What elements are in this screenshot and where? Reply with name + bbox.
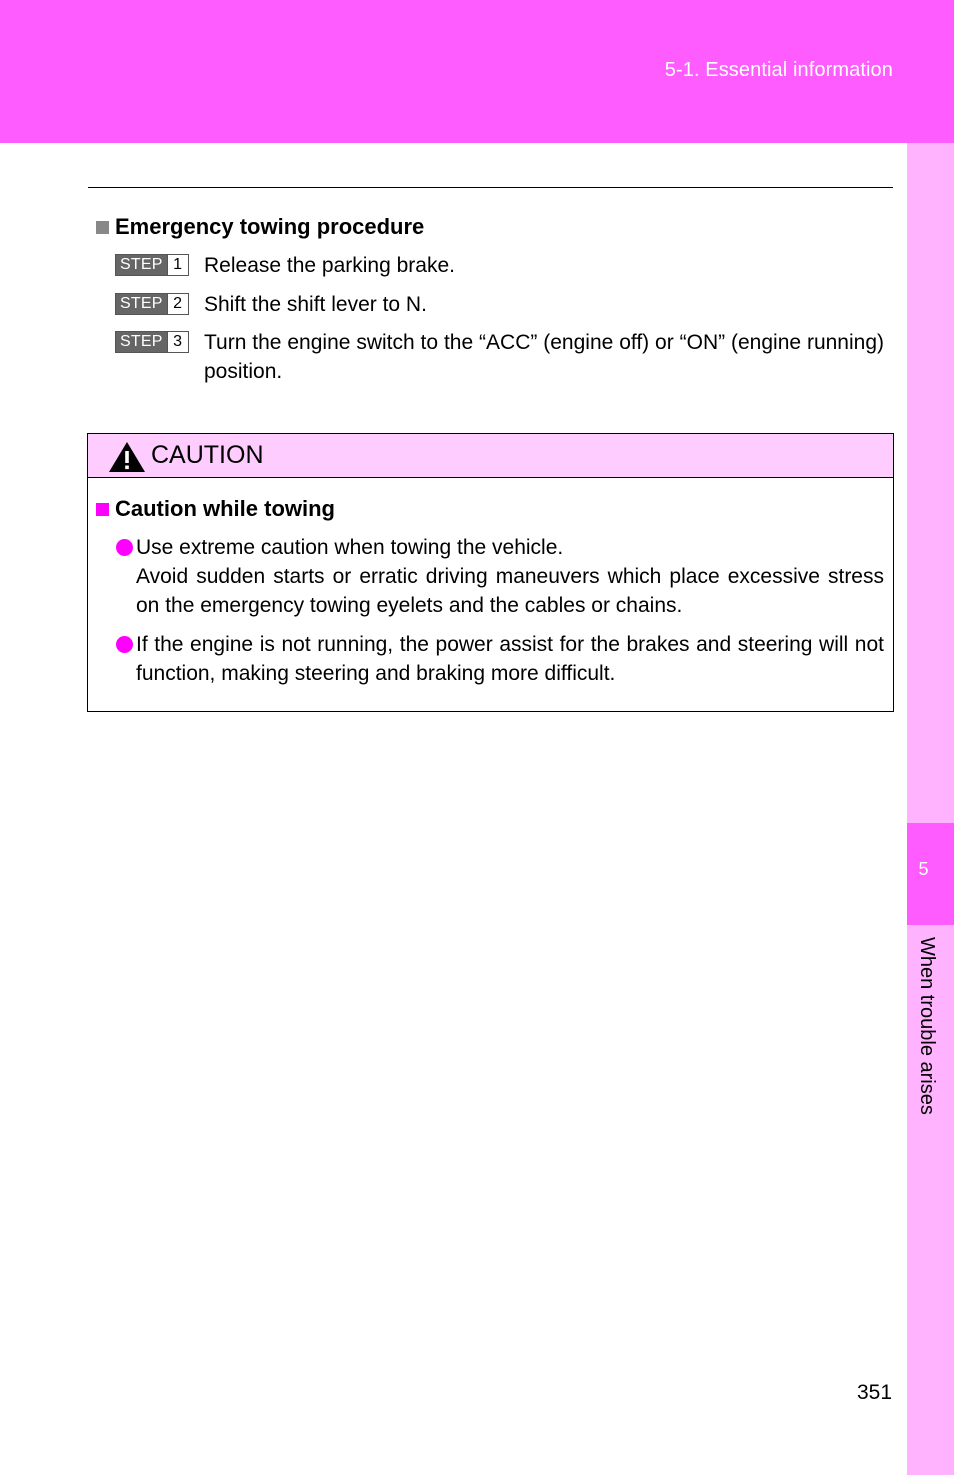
list-item bbox=[116, 630, 884, 688]
divider bbox=[88, 187, 893, 188]
step-label: STEP bbox=[116, 255, 167, 275]
step-badge bbox=[115, 331, 189, 353]
caution-title: Caution while towing bbox=[115, 496, 335, 521]
chapter-tab[interactable] bbox=[907, 823, 954, 925]
list-item bbox=[116, 533, 884, 620]
caution-label: CAUTION bbox=[151, 441, 264, 469]
step-number: 2 bbox=[167, 294, 188, 314]
bullet-detail: Avoid sudden starts or erratic driving maneuvers which place excessive stress on the emergency towing eyelets and the cables or chains. bbox=[136, 565, 884, 617]
step-number: 1 bbox=[167, 255, 188, 275]
step-label: STEP bbox=[116, 332, 167, 352]
page-header bbox=[0, 0, 954, 143]
procedure-heading bbox=[96, 214, 424, 240]
step-text: Turn the engine switch to the “ACC” (engine off) or “ON” (engine running) position. bbox=[204, 331, 884, 383]
step-label: STEP bbox=[116, 294, 167, 314]
step-number: 3 bbox=[167, 332, 188, 352]
caution-heading bbox=[96, 496, 335, 522]
chapter-title: When trouble arises bbox=[916, 937, 938, 1115]
side-strip bbox=[907, 143, 954, 1475]
square-bullet-icon bbox=[96, 503, 109, 516]
step-text: Shift the shift lever to N. bbox=[204, 293, 427, 316]
procedure-title: Emergency towing procedure bbox=[115, 214, 425, 239]
caution-header bbox=[88, 434, 893, 478]
caution-box bbox=[87, 433, 894, 712]
square-bullet-icon bbox=[96, 221, 109, 234]
bullet-text: Use extreme caution when towing the vehicle. bbox=[136, 536, 564, 559]
step-text: Release the parking brake. bbox=[204, 254, 455, 277]
section-label: 5-1. Essential information bbox=[664, 59, 893, 81]
page-number: 351 bbox=[857, 1381, 893, 1404]
chapter-number: 5 bbox=[918, 859, 929, 879]
bullet-text: If the engine is not running, the power assist for the brakes and steering will not function, making steering and braking more difficult. bbox=[136, 633, 884, 685]
bullet-icon bbox=[116, 539, 133, 556]
step-badge bbox=[115, 254, 189, 276]
bullet-icon bbox=[116, 636, 133, 653]
step-badge bbox=[115, 293, 189, 315]
warning-icon bbox=[108, 441, 146, 473]
